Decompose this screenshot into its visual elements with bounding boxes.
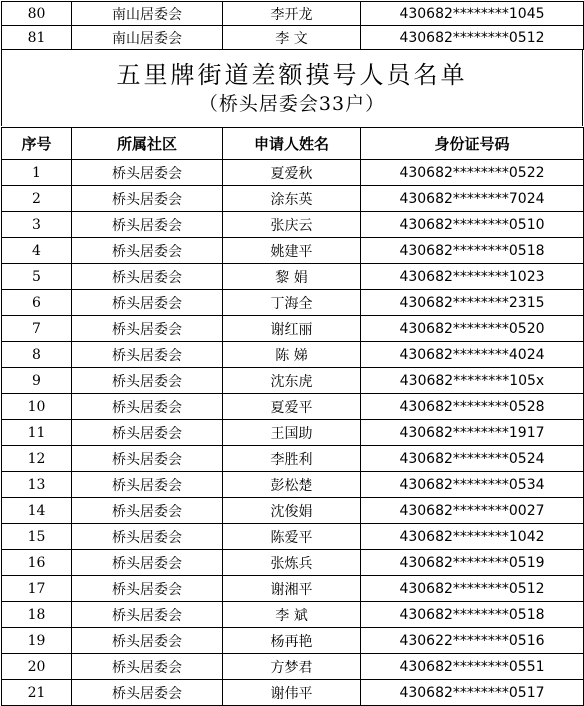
id-number-cell: 430622********0516	[361, 628, 584, 654]
id-number-cell: 430682********1917	[361, 420, 584, 446]
table-row	[2, 498, 584, 524]
table-row	[2, 186, 584, 212]
table-row	[2, 342, 584, 368]
name-cell: 沈东虎	[223, 368, 361, 394]
serial-cell: 10	[2, 394, 72, 420]
title-block	[1, 50, 583, 126]
serial-cell: 7	[2, 316, 72, 342]
table-header-row	[2, 128, 584, 160]
table-row	[2, 2, 584, 26]
id-number-cell: 430682********0027	[361, 498, 584, 524]
id-number-cell: 430682********0520	[361, 316, 584, 342]
table-row	[2, 368, 584, 394]
name-cell: 李 文	[223, 26, 361, 50]
id-number-cell: 430682********0512	[361, 576, 584, 602]
table-row	[2, 472, 584, 498]
name-cell: 丁海全	[223, 290, 361, 316]
community-cell: 桥头居委会	[72, 342, 223, 368]
serial-cell: 81	[2, 26, 72, 50]
page-title: 五里牌街道差额摸号人员名单	[116, 61, 468, 89]
serial-cell: 12	[2, 446, 72, 472]
serial-cell: 1	[2, 160, 72, 186]
table-row	[2, 576, 584, 602]
serial-cell: 4	[2, 238, 72, 264]
id-number-cell: 430682********0534	[361, 472, 584, 498]
previous-list-body	[2, 2, 584, 50]
community-cell: 南山居委会	[72, 2, 223, 26]
id-number-cell: 430682********0551	[361, 654, 584, 680]
community-cell: 桥头居委会	[72, 394, 223, 420]
community-cell: 桥头居委会	[72, 680, 223, 706]
name-cell: 涂东英	[223, 186, 361, 212]
community-cell: 桥头居委会	[72, 186, 223, 212]
community-cell: 桥头居委会	[72, 524, 223, 550]
id-number-cell: 430682********0518	[361, 238, 584, 264]
name-cell: 谢伟平	[223, 680, 361, 706]
table-row	[2, 550, 584, 576]
community-cell: 桥头居委会	[72, 238, 223, 264]
id-number-cell: 430682********0524	[361, 446, 584, 472]
community-cell: 桥头居委会	[72, 602, 223, 628]
header-serial: 序号	[2, 128, 72, 160]
header-community: 所属社区	[72, 128, 223, 160]
serial-cell: 3	[2, 212, 72, 238]
name-cell: 杨再艳	[223, 628, 361, 654]
community-cell: 桥头居委会	[72, 420, 223, 446]
serial-cell: 16	[2, 550, 72, 576]
id-number-cell: 430682********0512	[361, 26, 584, 50]
serial-cell: 11	[2, 420, 72, 446]
name-cell: 谢湘平	[223, 576, 361, 602]
table-row	[2, 628, 584, 654]
table-row	[2, 420, 584, 446]
id-number-cell: 430682********0510	[361, 212, 584, 238]
table-row	[2, 264, 584, 290]
page-subtitle: （桥头居委会33户）	[198, 93, 386, 115]
community-cell: 桥头居委会	[72, 212, 223, 238]
table-row	[2, 316, 584, 342]
name-cell: 彭松楚	[223, 472, 361, 498]
id-number-cell: 430682********4024	[361, 342, 584, 368]
name-cell: 黎 娟	[223, 264, 361, 290]
serial-cell: 13	[2, 472, 72, 498]
name-cell: 张炼兵	[223, 550, 361, 576]
serial-cell: 8	[2, 342, 72, 368]
name-cell: 夏爱秋	[223, 160, 361, 186]
serial-cell: 21	[2, 680, 72, 706]
name-cell: 夏爱平	[223, 394, 361, 420]
table-row	[2, 654, 584, 680]
table-row	[2, 524, 584, 550]
serial-cell: 5	[2, 264, 72, 290]
table-row	[2, 680, 584, 706]
table-row	[2, 212, 584, 238]
id-number-cell: 430682********0519	[361, 550, 584, 576]
community-cell: 桥头居委会	[72, 290, 223, 316]
name-cell: 陈爱平	[223, 524, 361, 550]
serial-cell: 2	[2, 186, 72, 212]
community-cell: 桥头居委会	[72, 576, 223, 602]
serial-cell: 15	[2, 524, 72, 550]
community-cell: 桥头居委会	[72, 498, 223, 524]
serial-cell: 9	[2, 368, 72, 394]
header-id-number: 身份证号码	[361, 128, 584, 160]
community-cell: 桥头居委会	[72, 316, 223, 342]
previous-list-table	[1, 1, 584, 50]
id-number-cell: 430682********2315	[361, 290, 584, 316]
id-number-cell: 430682********0522	[361, 160, 584, 186]
table-row	[2, 394, 584, 420]
community-cell: 桥头居委会	[72, 472, 223, 498]
name-cell: 王国助	[223, 420, 361, 446]
name-cell: 陈 娣	[223, 342, 361, 368]
header-name: 申请人姓名	[223, 128, 361, 160]
id-number-cell: 430682********1023	[361, 264, 584, 290]
id-number-cell: 430682********7024	[361, 186, 584, 212]
table-row	[2, 160, 584, 186]
community-cell: 桥头居委会	[72, 160, 223, 186]
id-number-cell: 430682********0518	[361, 602, 584, 628]
serial-cell: 19	[2, 628, 72, 654]
community-cell: 桥头居委会	[72, 654, 223, 680]
applicant-table	[1, 127, 584, 706]
table-row	[2, 446, 584, 472]
community-cell: 桥头居委会	[72, 264, 223, 290]
applicant-list-body	[2, 160, 584, 706]
table-row	[2, 602, 584, 628]
community-cell: 南山居委会	[72, 26, 223, 50]
name-cell: 李 斌	[223, 602, 361, 628]
serial-cell: 20	[2, 654, 72, 680]
id-number-cell: 430682********1042	[361, 524, 584, 550]
name-cell: 方梦君	[223, 654, 361, 680]
id-number-cell: 430682********0517	[361, 680, 584, 706]
serial-cell: 18	[2, 602, 72, 628]
table-row	[2, 26, 584, 50]
id-number-cell: 430682********105x	[361, 368, 584, 394]
name-cell: 姚建平	[223, 238, 361, 264]
name-cell: 谢红丽	[223, 316, 361, 342]
name-cell: 李开龙	[223, 2, 361, 26]
serial-cell: 14	[2, 498, 72, 524]
serial-cell: 17	[2, 576, 72, 602]
community-cell: 桥头居委会	[72, 446, 223, 472]
name-cell: 李胜利	[223, 446, 361, 472]
community-cell: 桥头居委会	[72, 628, 223, 654]
community-cell: 桥头居委会	[72, 550, 223, 576]
serial-cell: 80	[2, 2, 72, 26]
name-cell: 沈俊娟	[223, 498, 361, 524]
community-cell: 桥头居委会	[72, 368, 223, 394]
serial-cell: 6	[2, 290, 72, 316]
id-number-cell: 430682********1045	[361, 2, 584, 26]
name-cell: 张庆云	[223, 212, 361, 238]
id-number-cell: 430682********0528	[361, 394, 584, 420]
table-row	[2, 238, 584, 264]
table-row	[2, 290, 584, 316]
